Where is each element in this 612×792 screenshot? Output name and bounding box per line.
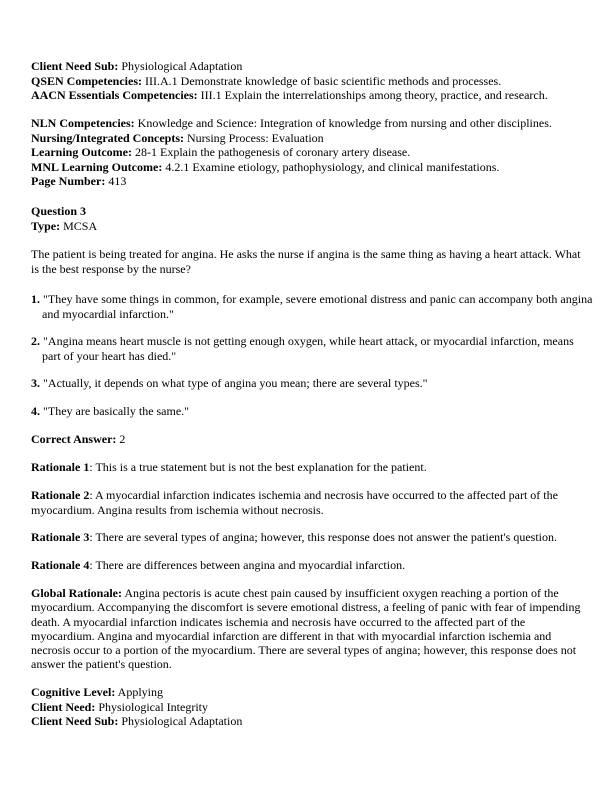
meta-line: Client Need Sub: Physiological Adaptation xyxy=(31,59,243,73)
meta-line: Client Need: Physiological Integrity xyxy=(31,699,208,714)
answer-option: 1. "They have some things in common, for example, severe emotional distress and panic can accompany both angina and myocardial infarction." xyxy=(31,292,593,321)
meta-line: QSEN Competencies: III.A.1 Demonstrate knowledge of basic scientific methods and processes. xyxy=(31,73,502,88)
meta-line: Nursing/Integrated Concepts: Nursing Process: Evaluation xyxy=(31,130,324,145)
meta-line: MNL Learning Outcome: 4.2.1 Examine etiology, pathophysiology, and clinical manifestations. xyxy=(31,159,500,174)
answer-option: 3. "Actually, it depends on what type of angina you mean; there are several types." xyxy=(31,376,428,390)
meta-mid xyxy=(31,116,583,189)
rationale-2: Rationale 2: A myocardial infarction indicates ischemia and necrosis have occurred to the affected part of the myocardium. Angina results from ischemia without necrosis. xyxy=(31,488,558,517)
global-rationale: Global Rationale: Angina pectoris is acute chest pain caused by insufficient oxygen reaching a portion of the myocardium. Accompanying the discomfort is severe emotional distress, a feeling of panic with fear of impending death. A myocardial infarction indicates ischemia and necrosis have occurred to the affected part of the myocardium. Angina and myocardial infarction are different in that with myocardial infarction ischemia and necrosis occur to a portion of the myocardium. There are several types of angina; however, this response does not answer the patient's question. xyxy=(31,586,581,672)
meta-line: Cognitive Level: Applying xyxy=(31,685,163,699)
meta-bottom xyxy=(31,685,583,729)
rationale-4: Rationale 4: There are differences between angina and myocardial infarction. xyxy=(31,558,406,572)
rationale-1: Rationale 1: This is a true statement but is not the best explanation for the patient. xyxy=(31,460,427,474)
rationale-3: Rationale 3: There are several types of angina; however, this response does not answer the patient's question. xyxy=(31,530,557,544)
correct-answer: Correct Answer: 2 xyxy=(31,432,126,446)
meta-line: Page Number: 413 xyxy=(31,174,127,189)
meta-line: Learning Outcome: 28-1 Explain the pathogenesis of coronary artery disease. xyxy=(31,145,411,160)
question-header xyxy=(31,204,583,233)
answer-option: 2. "Angina means heart muscle is not getting enough oxygen, while heart attack, or myocardial infarction, means part of your heart has died." xyxy=(31,334,574,363)
answer-option: 4. "They are basically the same." xyxy=(31,404,190,418)
question-stem: The patient is being treated for angina. He asks the nurse if angina is the same thing as having a heart attack. What is the best response by the nurse? xyxy=(31,247,581,276)
meta-top xyxy=(31,59,583,103)
question-title: Question 3 xyxy=(31,204,87,218)
meta-line: NLN Competencies: Knowledge and Science: Integration of knowledge from nursing and other disciplines. xyxy=(31,116,552,130)
meta-line: AACN Essentials Competencies: III.1 Explain the interrelationships among theory, practice, and research. xyxy=(31,88,548,103)
question-type: Type: MCSA xyxy=(31,218,98,233)
meta-line: Client Need Sub: Physiological Adaptation xyxy=(31,714,243,729)
